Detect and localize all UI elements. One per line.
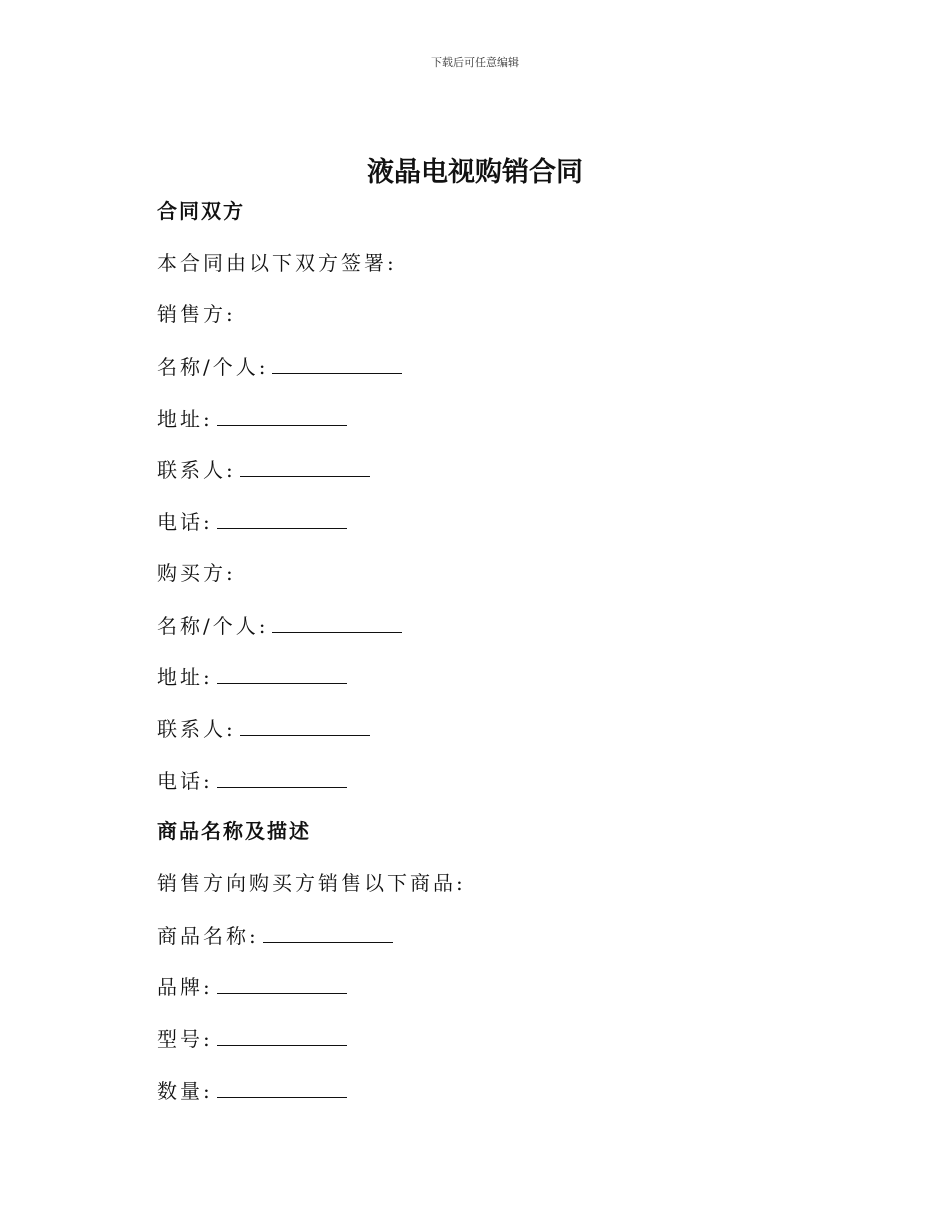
document-body [157, 196, 797, 1126]
header-note: 下载后可任意编辑 [431, 56, 519, 69]
section-heading-goods: 商品名称及描述 [157, 819, 311, 844]
fill-in-line [157, 765, 797, 817]
text-line [157, 868, 797, 920]
fill-in-line [157, 661, 797, 713]
fill-in-blank[interactable] [263, 920, 393, 943]
line-label: 地址: [157, 406, 213, 431]
fill-in-line [157, 610, 797, 662]
fill-in-blank[interactable] [272, 351, 402, 374]
section-heading-parties: 合同双方 [157, 199, 245, 223]
line-label: 名称/个人: [157, 613, 269, 638]
fill-in-blank[interactable] [217, 765, 347, 788]
line-label: 地址: [157, 665, 213, 690]
fill-in-line [157, 1023, 797, 1075]
fill-in-line [157, 454, 797, 506]
text-line [157, 248, 797, 300]
fill-in-blank[interactable] [217, 971, 347, 994]
fill-in-line [157, 506, 797, 558]
fill-in-blank[interactable] [217, 403, 347, 426]
text-line [157, 558, 797, 610]
line-label: 电话: [157, 768, 213, 793]
line-text: 销售方向购买方销售以下商品: [157, 870, 466, 895]
line-text: 销售方: [157, 302, 236, 327]
line-label: 联系人: [157, 458, 236, 483]
fill-in-line [157, 351, 797, 403]
fill-in-line [157, 920, 797, 972]
line-label: 名称/个人: [157, 355, 269, 380]
fill-in-blank[interactable] [217, 506, 347, 529]
fill-in-line [157, 971, 797, 1023]
fill-in-blank[interactable] [217, 1075, 347, 1098]
line-label: 商品名称: [157, 923, 259, 948]
line-text: 本合同由以下双方签署: [157, 250, 397, 275]
line-label: 型号: [157, 1027, 213, 1051]
fill-in-blank[interactable] [272, 610, 402, 633]
document-title: 液晶电视购销合同 [367, 157, 583, 188]
text-line [157, 299, 797, 351]
line-text: 购买方: [157, 560, 236, 585]
line-label: 电话: [157, 510, 213, 535]
fill-in-line [157, 1075, 797, 1127]
line-label: 品牌: [157, 975, 213, 1000]
fill-in-blank[interactable] [217, 1023, 347, 1046]
fill-in-blank[interactable] [240, 713, 370, 736]
fill-in-blank[interactable] [240, 454, 370, 477]
fill-in-line [157, 403, 797, 455]
fill-in-line [157, 713, 797, 765]
line-label: 数量: [157, 1078, 213, 1103]
fill-in-blank[interactable] [217, 661, 347, 684]
line-label: 联系人: [157, 716, 236, 741]
